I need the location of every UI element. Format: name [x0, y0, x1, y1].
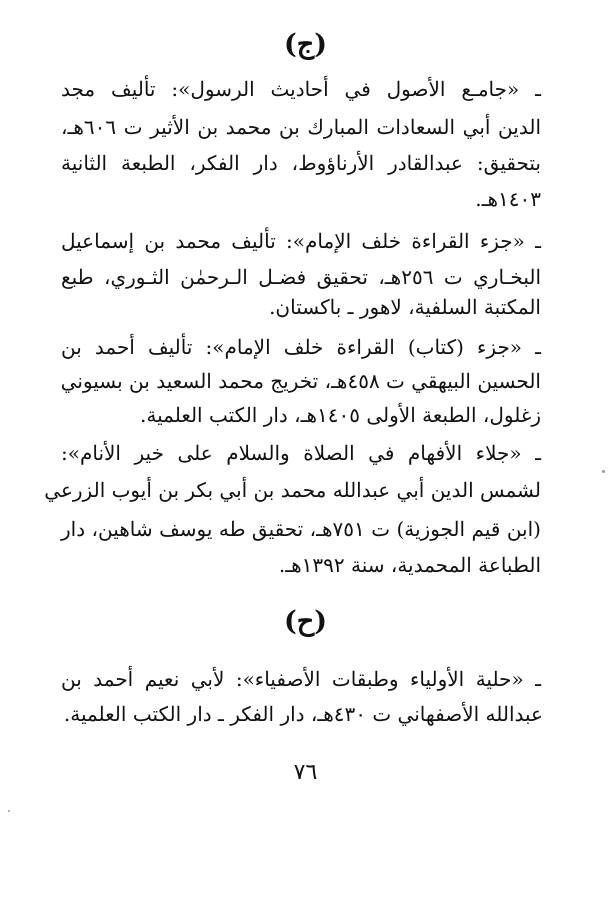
entry-line: عبدالله الأصفهاني ت ٤٣٠هـ، دار الفكر ـ دار الكتب العلمية.	[63, 702, 543, 726]
entry-line: ـ «جلاء الأفهام في الصلاة والسلام على خير الأنام»:	[61, 441, 541, 465]
entry-line: ـ «جزء القراءة خلف الإمام»: تأليف محمد بن إسماعيل	[61, 229, 541, 253]
entry-line: لشمس الدين أبي عبدالله محمد بن أبي بكر بن أيوب الزرعي	[44, 478, 541, 502]
entry-line: (ابن قيم الجوزية) ت ٧٥١هـ، تحقيق طه يوسف شاهين، دار	[61, 517, 541, 541]
entry-line: بتحقيق: عبدالقادر الأرناؤوط، دار الفكر، الطبعة الثانية	[61, 151, 541, 175]
page-number: ٧٦	[293, 760, 318, 785]
entry-line: المكتبة السلفية، لاهور ـ باكستان.	[269, 295, 541, 319]
entry-line: الحسين البيهقي ت ٤٥٨هـ، تخريج محمد السعيد بن بسيوني	[60, 369, 541, 393]
entry-line: ـ «جامـع الأصول في أحاديث الرسول»: تأليف مجد	[61, 77, 541, 101]
entry-line: ـ «حلية الأولياء وطبقات الأصفياء»: لأبي نعيم أحمد بن	[61, 667, 541, 691]
section-heading-ha: (ح)	[284, 606, 327, 637]
entry-line: الطباعة المحمدية، سنة ١٣٩٢هـ.	[278, 553, 541, 577]
scan-speck	[8, 810, 10, 812]
entry-line: الدين أبي السعادات المبارك بن محمد بن الأثير ت ٦٠٦هـ،	[61, 115, 541, 139]
section-heading-jim: (ج)	[284, 29, 327, 60]
entry-line: ـ «جزء (كتاب) القراءة خلف الإمام»: تأليف أحمد بن	[61, 335, 541, 359]
entry-line: ١٤٠٣هـ.	[475, 187, 541, 211]
entry-line: البخـاري ت ٢٥٦هـ، تحقيق فضـل الـرحمٰن الثـوري، طبع	[61, 265, 541, 289]
scan-speck	[602, 470, 605, 473]
entry-line: زغلول، الطبعة الأولى ١٤٠٥هـ، دار الكتب العلمية.	[140, 403, 541, 427]
